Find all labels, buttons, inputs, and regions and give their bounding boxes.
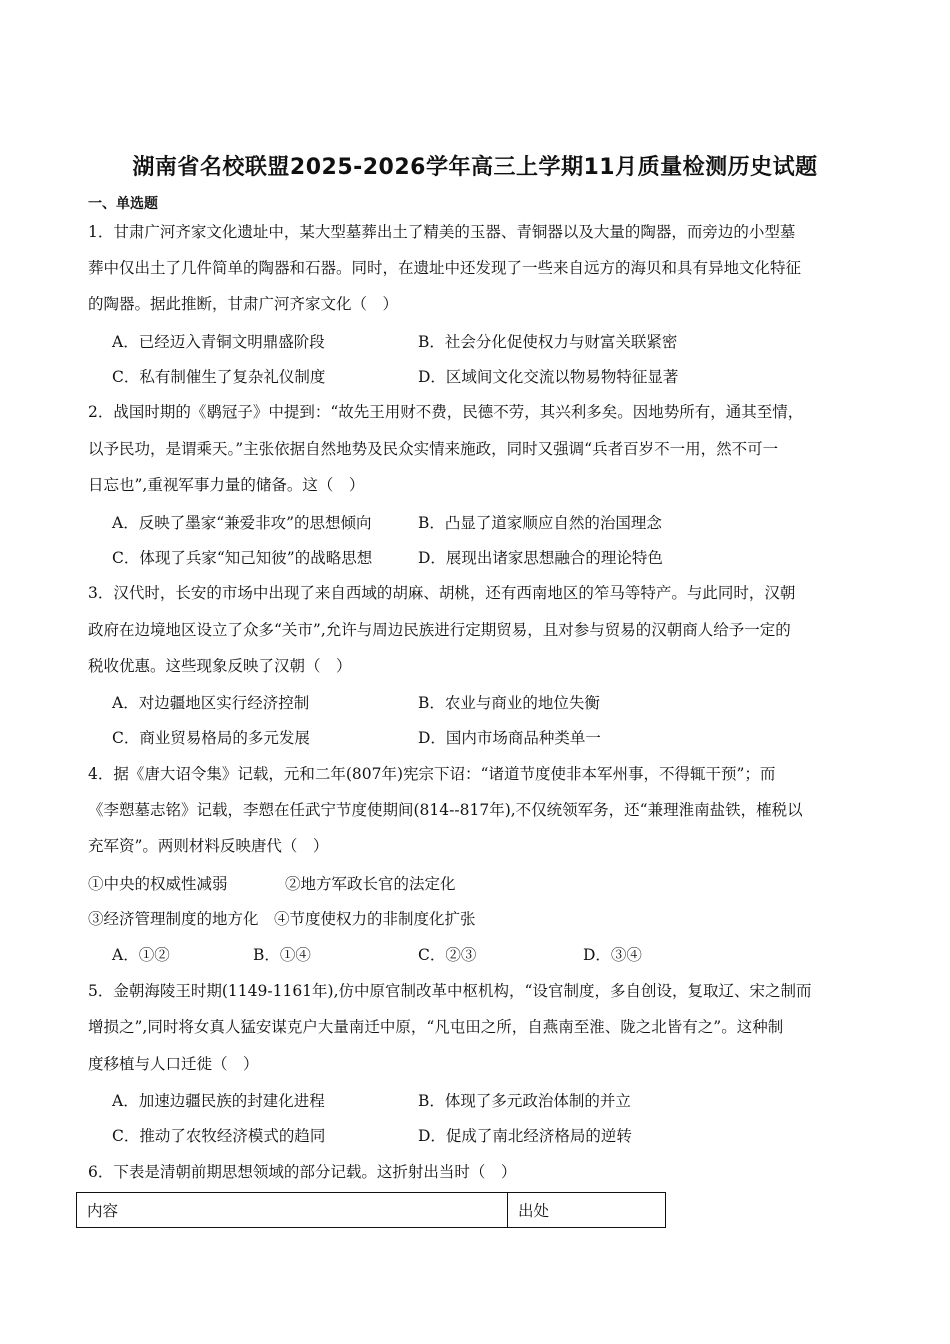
- question-3-option-d: D．国内市场商品种类单一: [418, 729, 601, 747]
- question-4-option-d: D．③④: [583, 946, 642, 964]
- table-header-content: 内容: [77, 1193, 508, 1228]
- question-3-option-a: A．对边疆地区实行经济控制: [112, 694, 310, 712]
- question-4-line-2: 《李愬墓志铭》记载，李愬在任武宁节度使期间(814--817年),不仅统领军务，还“兼理淮南盐铁，榷税以: [88, 801, 803, 819]
- question-4-option-c: C．②③: [418, 946, 477, 964]
- section-heading: 一、单选题: [88, 196, 158, 212]
- question-5-option-d: D．促成了南北经济格局的逆转: [418, 1127, 632, 1145]
- question-5-line-3: 度移植与人口迁徙（ ）: [88, 1055, 259, 1073]
- question-5-option-b: B．体现了多元政治体制的并立: [418, 1092, 631, 1110]
- table-header-row: [77, 1193, 666, 1228]
- question-1-option-a: A．已经迈入青铜文明鼎盛阶段: [112, 333, 325, 351]
- exam-title: 湖南省名校联盟2025-2026学年高三上学期11月质量检测历史试题: [132, 155, 818, 180]
- question-4-item-1: ①中央的权威性减弱: [88, 875, 228, 893]
- question-3-line-2: 政府在边境地区设立了众多“关市”,允许与周边民族进行定期贸易，且对参与贸易的汉朝商人给予一定的: [88, 621, 791, 639]
- question-4-option-b: B．①④: [253, 946, 311, 964]
- question-1-line-2: 葬中仅出土了几件简单的陶器和石器。同时，在遗址中还发现了一些来自远方的海贝和具有异地文化特征: [88, 259, 802, 277]
- question-6-table: [76, 1192, 666, 1228]
- question-5-line-1: 5．金朝海陵王时期(1149-1161年),仿中原官制改革中枢机构，“设官制度，多自创设，复取辽、宋之制而: [88, 982, 812, 1000]
- question-5-line-2: 增损之”,同时将女真人猛安谋克户大量南迁中原，“凡屯田之所，自燕南至淮、陇之北皆有之”。这种制: [88, 1018, 784, 1036]
- question-4-option-a: A．①②: [112, 946, 170, 964]
- question-3-line-3: 税收优惠。这些现象反映了汉朝（ ）: [88, 657, 352, 675]
- question-4-line-1: 4．据《唐大诏令集》记载，元和二年(807年)宪宗下诏：“诸道节度使非本军州事，不得辄干预”；而: [88, 765, 776, 783]
- question-3-line-1: 3．汉代时，长安的市场中出现了来自西域的胡麻、胡桃，还有西南地区的笮马等特产。与此同时，汉朝: [88, 584, 796, 602]
- question-2-line-3: 日忘也”,重视军事力量的储备。这（ ）: [88, 476, 365, 494]
- question-5-option-a: A．加速边疆民族的封建化进程: [112, 1092, 325, 1110]
- table-header-source: 出处: [508, 1193, 666, 1228]
- question-2-line-2: 以予民功，是谓乘天。”主张依据自然地势及民众实情来施政，同时又强调“兵者百岁不一用，然不可一: [88, 440, 779, 458]
- question-6-line-1: 6．下表是清朝前期思想领域的部分记载。这折射出当时（ ）: [88, 1163, 517, 1181]
- question-1-option-c: C．私有制催生了复杂礼仪制度: [112, 368, 326, 386]
- question-4-item-4: ④节度使权力的非制度化扩张: [274, 910, 476, 928]
- question-4-line-3: 充军资”。两则材料反映唐代（ ）: [88, 837, 329, 855]
- question-2-option-c: C．体现了兵家“知己知彼”的战略思想: [112, 549, 373, 567]
- question-3-option-c: C．商业贸易格局的多元发展: [112, 729, 310, 747]
- question-4-item-2: ②地方军政长官的法定化: [285, 875, 456, 893]
- question-2-option-a: A．反映了墨家“兼爱非攻”的思想倾向: [112, 514, 372, 532]
- question-1-option-b: B．社会分化促使权力与财富关联紧密: [418, 333, 678, 351]
- question-1-line-1: 1．甘肃广河齐家文化遗址中，某大型墓葬出土了精美的玉器、青铜器以及大量的陶器，而旁边的小型墓: [88, 223, 796, 241]
- question-2-line-1: 2．战国时期的《鹖冠子》中提到：“故先王用财不费，民德不劳，其兴利多矣。因地势所有，通其至情，: [88, 403, 804, 421]
- question-2-option-b: B．凸显了道家顺应自然的治国理念: [418, 514, 662, 532]
- question-2-option-d: D．展现出诸家思想融合的理论特色: [418, 549, 663, 567]
- question-1-option-d: D．区域间文化交流以物易物特征显著: [418, 368, 679, 386]
- question-3-option-b: B．农业与商业的地位失衡: [418, 694, 600, 712]
- question-1-line-3: 的陶器。据此推断，甘肃广河齐家文化（ ）: [88, 295, 399, 313]
- question-5-option-c: C．推动了农牧经济模式的趋同: [112, 1127, 326, 1145]
- question-4-item-3: ③经济管理制度的地方化: [88, 910, 259, 928]
